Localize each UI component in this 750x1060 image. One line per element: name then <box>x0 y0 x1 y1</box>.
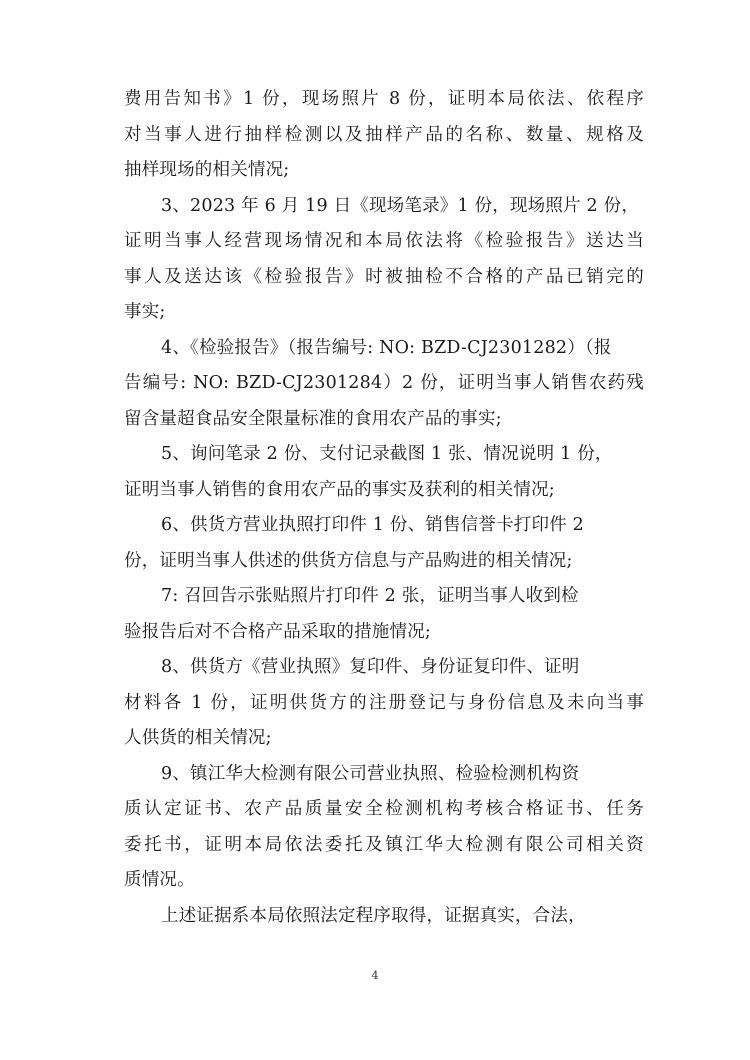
text-line: 8、供货方《营业执照》复印件、身份证复印件、证明 <box>161 657 580 677</box>
body-text <box>124 82 644 934</box>
text-line: 委托书，证明本局依法委托及镇江华大检测有限公司相关资 <box>124 834 644 855</box>
page-number: 4 <box>371 969 379 982</box>
text-line: 4、《检验报告》（报告编号: NO: BZD-CJ2301282）（报 <box>161 337 612 358</box>
text-line: 3、2023 年 6 月 19 日《现场笔录》1 份，现场照片 2 份， <box>161 195 640 216</box>
text-line: 证明当事人销售的食用农产品的事实及获利的相关情况; <box>124 479 555 500</box>
text-line: 份，证明当事人供述的供货方信息与产品购进的相关情况; <box>124 550 573 571</box>
text-line: 留含量超食品安全限量标准的食用农产品的事实; <box>124 408 502 429</box>
text-line: 证明当事人经营现场情况和本局依法将《检验报告》送达当 <box>124 231 644 251</box>
text-line: 告编号: NO: BZD-CJ2301284）2 份，证明当事人销售农药残 <box>124 373 644 393</box>
text-line: 质认定证书、农产品质量安全检测机构考核合格证书、任务 <box>124 799 644 819</box>
text-line: 对当事人进行抽样检测以及抽样产品的名称、数量、规格及 <box>124 124 644 145</box>
text-line: 费用告知书》1 份，现场照片 8 份，证明本局依法、依程序 <box>124 89 644 109</box>
text-line: 验报告后对不合格产品采取的措施情况; <box>124 621 431 642</box>
text-line: 材料各 1 份，证明供货方的注册登记与身份信息及未向当事 <box>124 692 644 713</box>
text-line: 6、供货方营业执照打印件 1 份、销售信誉卡打印件 2 <box>161 515 584 535</box>
text-line: 人供货的相关情况; <box>124 728 272 748</box>
text-line: 9、镇江华大检测有限公司营业执照、检验检测机构资 <box>161 763 580 784</box>
text-line: 事实; <box>124 302 166 322</box>
text-line: 事人及送达该《检验报告》时被抽检不合格的产品已销完的 <box>124 266 644 287</box>
text-line: 上述证据系本局依照法定程序取得，证据真实，合法， <box>161 905 586 926</box>
text-line: 抽样现场的相关情况; <box>124 160 290 180</box>
text-line: 7: 召回告示张贴照片打印件 2 张，证明当事人收到检 <box>161 586 579 606</box>
text-line: 质情况。 <box>124 870 195 890</box>
text-line: 5、询问笔录 2 份、支付记录截图 1 张、情况说明 1 份， <box>161 444 613 464</box>
